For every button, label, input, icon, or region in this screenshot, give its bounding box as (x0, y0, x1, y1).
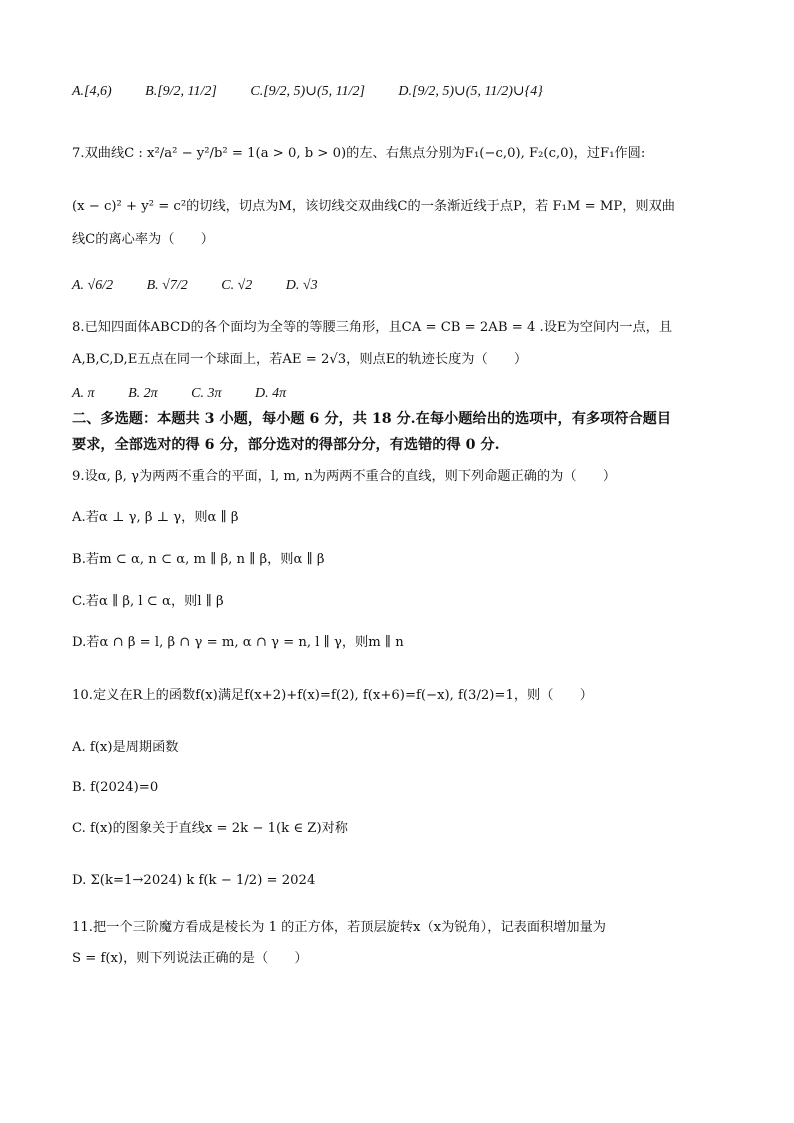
q10-stem: 10.定义在R上的函数f(x)满足f(x+2)+f(x)=f(2), f(x+6)=f(−x), f(3/2)=1，则（ ） (72, 688, 593, 703)
q6-options (72, 82, 573, 102)
q6-option-c: C.[9/2, 5)∪(5, 11/2] (250, 84, 365, 99)
section-2-heading-line-2: 要求，全部选对的得 6 分，部分选对的得部分分，有选错的得 0 分. (72, 437, 500, 453)
q10-option-d: D. Σ(k=1→2024) k f(k − 1/2) = 2024 (72, 873, 316, 888)
q7-options (72, 276, 348, 296)
q9-stem: 9.设α, β, γ为两两不重合的平面，l, m, n为两两不重合的直线，则下列命题正确的为（ ） (72, 469, 617, 484)
q10-option-b: B. f(2024)=0 (72, 780, 159, 795)
q11-line-1: 11.把一个三阶魔方看成是棱长为 1 的正方体，若顶层旋转x（x为锐角），记表面积增加量为 (72, 920, 606, 935)
q7-option-b: B. √7/2 (146, 278, 188, 293)
q7-option-c: C. √2 (221, 278, 253, 293)
q7-option-a: A. √6/2 (72, 278, 114, 293)
section-2-heading-line-1: 二、多选题：本题共 3 小题，每小题 6 分，共 18 分.在每小题给出的选项中，有多项符合题目 (72, 411, 672, 427)
q11-line-2: S = f(x)，则下列说法正确的是（ ） (72, 951, 308, 966)
q9-option-a: A.若α ⊥ γ, β ⊥ γ，则α ∥ β (72, 510, 239, 525)
q10-option-c: C. f(x)的图象关于直线x = 2k − 1(k ∈ Z)对称 (72, 821, 348, 836)
q7-line-1: 7.双曲线C : x²/a² − y²/b² = 1(a > 0, b > 0)的左、右焦点分别为F₁(−c,0), F₂(c,0)，过F₁作圆: (72, 146, 646, 161)
q6-option-a: A.[4,6) (72, 84, 112, 99)
q7-line-3: 线C的离心率为（ ） (72, 232, 214, 247)
q8-option-a: A. π (72, 386, 95, 401)
q8-line-1: 8.已知四面体ABCD的各个面均为全等的等腰三角形，且CA = CB = 2AB = 4 .设E为空间内一点，且 (72, 320, 673, 335)
q9-option-b: B.若m ⊂ α, n ⊂ α, m ∥ β, n ∥ β，则α ∥ β (72, 552, 325, 567)
q10-option-a: A. f(x)是周期函数 (72, 740, 179, 755)
q8-option-b: B. 2π (128, 386, 158, 401)
q9-option-c: C.若α ∥ β, l ⊂ α，则l ∥ β (72, 594, 224, 609)
q6-option-b: B.[9/2, 11/2] (145, 84, 217, 99)
q9-option-d: D.若α ∩ β = l, β ∩ γ = m, α ∩ γ = n, l ∥ γ，则m ∥ n (72, 635, 404, 650)
q8-option-c: C. 3π (191, 386, 222, 401)
q8-options (72, 384, 316, 404)
q6-option-d: D.[9/2, 5)∪(5, 11/2)∪{4} (398, 84, 543, 99)
q8-option-d: D. 4π (255, 386, 287, 401)
q7-option-d: D. √3 (285, 278, 318, 293)
q8-line-2: A,B,C,D,E五点在同一个球面上，若AE = 2√3，则点E的轨迹长度为（ ） (72, 352, 528, 367)
q7-line-2: (x − c)² + y² = c²的切线，切点为M，该切线交双曲线C的一条渐近线于点P，若 F₁M = MP，则双曲 (72, 199, 675, 214)
